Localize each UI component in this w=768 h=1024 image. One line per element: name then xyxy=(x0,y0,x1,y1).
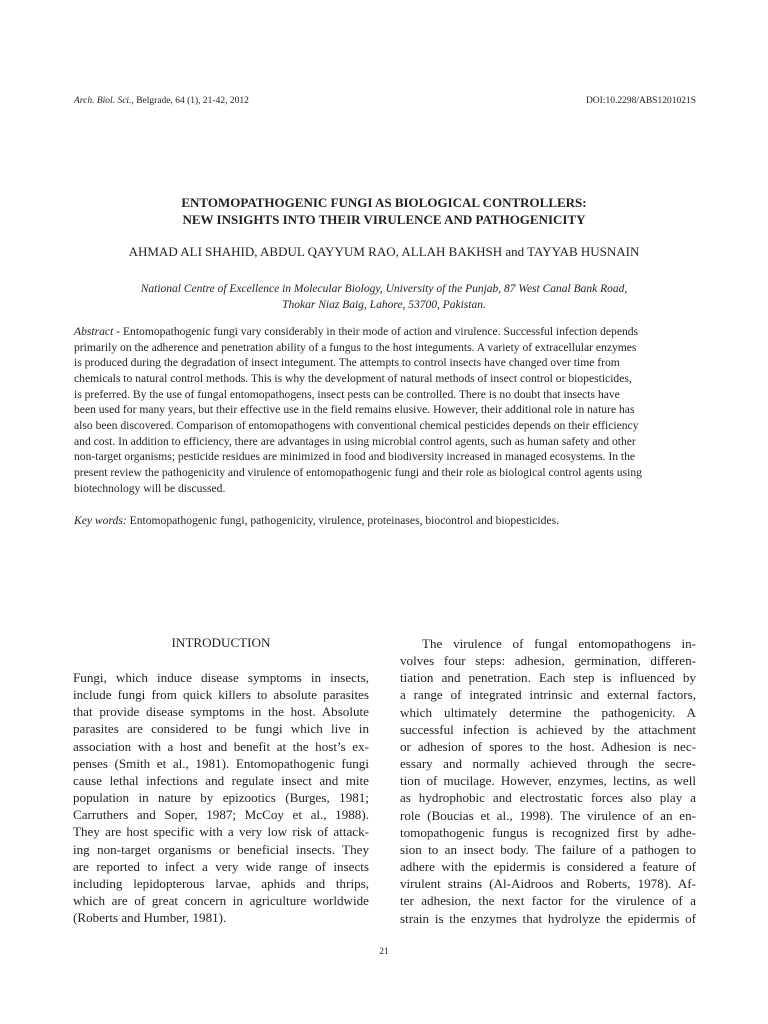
abstract-line: also been discovered. Comparison of entomopathogens with conventional chemical pesticides depends on their efficiency xyxy=(74,418,639,432)
abstract-line: chemicals to natural control methods. This is why the development of natural methods of insect control or biopesticides, xyxy=(74,371,632,385)
body-line: volves four steps: adhesion, germination, differen- xyxy=(400,653,696,669)
title-line: ENTOMOPATHOGENIC FUNGI AS BIOLOGICAL CONTROLLERS: xyxy=(181,195,587,210)
body-line: adhere with the epidermis is considered a feature of xyxy=(400,859,696,875)
keywords-label: Key words: xyxy=(74,514,127,527)
body-line: tiation and penetration. Each step is influenced by xyxy=(400,670,696,686)
journal-name: Arch. Biol. Sci. xyxy=(74,96,132,106)
affiliation-line: National Centre of Excellence in Molecular Biology, University of the Punjab, 87 West Canal Bank Road, xyxy=(140,283,628,295)
body-line: or adhesion of spores to the host. Adhesion is nec- xyxy=(400,738,696,754)
introduction-right-column xyxy=(400,635,696,927)
body-line: including lepidopterous larvae, aphids and thrips, xyxy=(73,875,369,891)
body-line: The virulence of fungal entomopathogens in- xyxy=(422,636,696,651)
body-line: that provide disease symptoms in the host. Absolute xyxy=(73,704,369,720)
keywords-text: Entomopathogenic fungi, pathogenicity, virulence, proteinases, biocontrol and biopesticides. xyxy=(126,514,560,527)
body-line: ter adhesion, the next factor for the virulence of a xyxy=(400,893,696,909)
abstract-line xyxy=(74,324,696,340)
body-line: which are of great concern in agriculture worldwide xyxy=(73,893,369,909)
abstract-line: and cost. In addition to efficiency, there are advantages in using microbial control agents, such as human safety and other xyxy=(74,434,636,448)
affiliation-line: Thokar Niaz Baig, Lahore, 53700, Pakistan. xyxy=(282,298,486,311)
body-line: association with a host and benefit at the host’s ex- xyxy=(73,738,369,754)
abstract-line: is produced during the degradation of insect integument. The attempts to control insects have changed over time from xyxy=(74,356,620,370)
abstract xyxy=(74,324,696,496)
body-line: (Roberts and Humber, 1981). xyxy=(73,910,227,926)
body-line: as hydrophobic and electrostatic forces also play a xyxy=(400,790,696,806)
title-line: NEW INSIGHTS INTO THEIR VIRULENCE AND PATHOGENICITY xyxy=(182,212,586,227)
body-line: parasites are considered to be fungi which live in xyxy=(73,721,369,737)
body-line: Fungi, which induce disease symptoms in insects, xyxy=(73,670,369,685)
body-line: They are host specific with a very low risk of attack- xyxy=(73,824,369,840)
body-line: population in nature by epizootics (Burges, 1981; xyxy=(73,790,369,806)
body-line: sion to an insect body. The failure of a pathogen to xyxy=(400,841,696,857)
body-line: cause lethal infections and regulate insect and mite xyxy=(73,772,369,788)
body-line: essary and normally achieved through the secre- xyxy=(400,756,696,772)
body-line: tion of mucilage. However, enzymes, lectins, as well xyxy=(400,773,696,789)
abstract-line: primarily on the adherence and penetration ability of a fungus to the host integuments. A variety of extracellular enzymes xyxy=(74,340,637,354)
body-line: penses (Smith et al., 1981). Entomopathogenic fungi xyxy=(73,755,369,771)
section-heading-introduction: INTRODUCTION xyxy=(171,635,271,650)
abstract-text: Entomopathogenic fungi vary considerably in their mode of action and virulence. Successful infection depends xyxy=(120,325,639,338)
body-line: virulent strains (Al-Aidroos and Roberts, 1978). Af- xyxy=(400,876,696,892)
author-list: AHMAD ALI SHAHID, ABDUL QAYYUM RAO, ALLAH BAKHSH and TAYYAB HUSNAIN xyxy=(128,244,640,259)
abstract-line: been used for many years, but their effective use in the field remains elusive. However, their additional role in nature has xyxy=(74,403,635,417)
abstract-label: Abstract - xyxy=(74,325,121,338)
body-line: role (Boucias et al., 1998). The virulence of an en- xyxy=(400,807,696,823)
abstract-line: biotechnology will be discussed. xyxy=(74,481,226,495)
body-line: strain is the enzymes that hydrolyze the epidermis of xyxy=(400,910,696,926)
body-line: are reported to infect a very wide range of insects xyxy=(73,858,369,874)
affiliation xyxy=(74,282,694,313)
paper-title xyxy=(74,194,694,228)
keywords xyxy=(74,514,696,527)
body-line: which ultimately determine the pathogenicity. A xyxy=(400,704,696,720)
journal-citation xyxy=(74,96,249,106)
body-line: tomopathogenic fungus is recognized first by adhe- xyxy=(400,824,696,840)
body-line: a range of integrated intrinsic and external factors, xyxy=(400,687,696,703)
abstract-line: present review the pathogenicity and virulence of entomopathogenic fungi and their role as biological control agents using xyxy=(74,465,642,479)
body-line: Carruthers and Soper, 1987; McCoy et al., 1988). xyxy=(73,807,369,823)
journal-volume: , Belgrade, 64 (1), 21-42, 2012 xyxy=(131,96,249,106)
body-line: include fungi from quick killers to absolute parasites xyxy=(73,687,369,703)
body-line: successful infection is achieved by the attachment xyxy=(400,721,696,737)
abstract-line: is preferred. By the use of fungal entomopathogens, insect pests can be controlled. There is no doubt that insects have xyxy=(74,387,620,401)
abstract-line: non-target organisms; pesticide residues are minimized in food and biodiversity increased in managed ecosystems. In the xyxy=(74,450,636,464)
introduction-left-column xyxy=(73,669,369,926)
doi: DOI:10.2298/ABS1201021S xyxy=(585,96,696,106)
page-number: 21 xyxy=(379,947,389,957)
body-line: ing non-target organisms or beneficial insects. They xyxy=(73,841,369,857)
